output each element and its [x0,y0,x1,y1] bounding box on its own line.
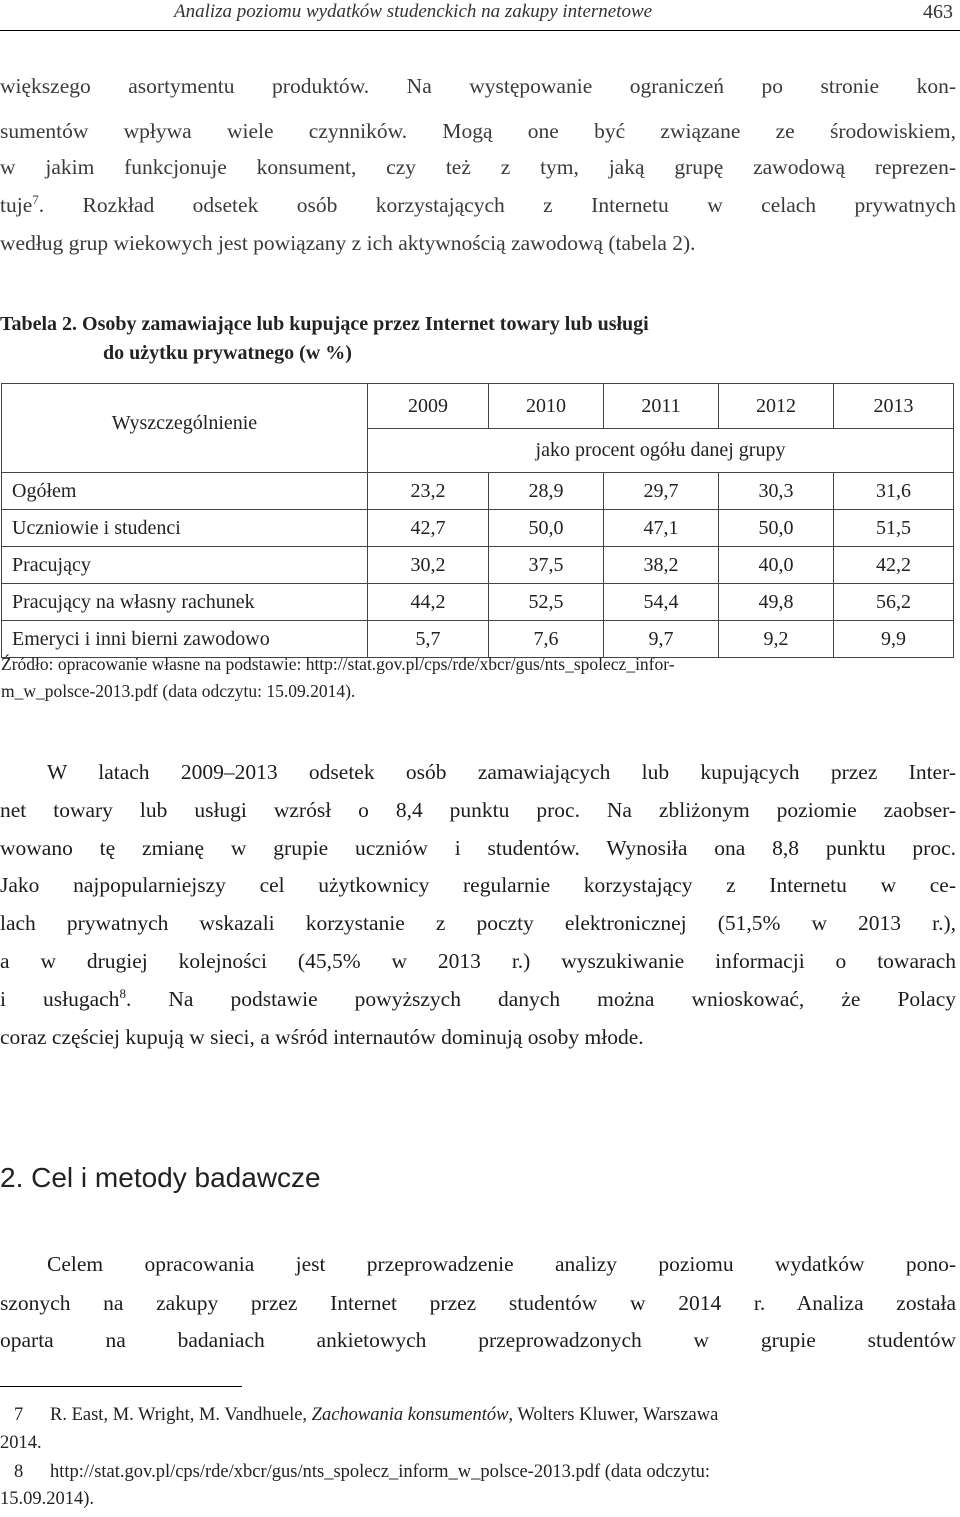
table-cell: 47,1 [604,510,719,547]
table-caption-line: do użytku prywatnego (w %) [103,342,352,364]
header-label: Wyszczególnienie [2,384,368,473]
paragraph-line: według grup wiekowych jest powiązany z ich aktywnością zawodową (tabela 2). [0,231,696,255]
paragraph-line: Celem opracowania jest przeprowadzenie analizy poziomu wydatków pono- [47,1252,956,1276]
table-cell: 50,0 [489,510,604,547]
table-row [2,510,954,547]
table-cell: 29,7 [604,473,719,510]
footnote-text: http://stat.gov.pl/cps/rde/xbcr/gus/nts_spolecz_inform_w_polsce-2013.pdf (data odczytu: [50,1462,711,1482]
table-cell: 49,8 [719,584,834,621]
running-head [0,0,960,31]
footnote-continuation: 2014. [0,1433,42,1453]
page-number: 463 [923,1,953,23]
table-cell: 30,3 [719,473,834,510]
year-header: 2013 [834,384,954,429]
data-table [1,383,954,658]
row-label: Pracujący [2,547,368,584]
table-row [2,584,954,621]
row-label: Ogółem [2,473,368,510]
table-row [2,547,954,584]
table-cell: 37,5 [489,547,604,584]
table-cell: 9,2 [719,621,834,658]
footnote-continuation: 15.09.2014). [0,1489,95,1509]
paragraph-line: net towary lub usługi wzrósł o 8,4 punktu proc. Na zbliżonym poziomie zaobser- [0,798,956,822]
source-note-line: Źródło: opracowanie własne na podstawie: http://stat.gov.pl/cps/rde/xbcr/gus/nts_spolecz_infor- [1,654,675,674]
footnote [0,1405,718,1426]
footnote-title: Zachowania konsumentów [311,1405,509,1425]
table-caption-line: Tabela 2. Osoby zamawiające lub kupujące przez Internet towary lub usługi [0,313,649,335]
table-row [2,473,954,510]
footnote-number: 8 [14,1462,24,1482]
paragraph-line: lach prywatnych wskazali korzystanie z poczty elektronicznej (51,5% w 2013 r.), [0,911,956,935]
footnote-text: , Wolters Kluwer, Warszawa [508,1405,719,1425]
table-cell: 7,6 [489,621,604,658]
paragraph-line: w jakim funkcjonuje konsument, czy też z tym, jaką grupę zawodową reprezen- [0,155,956,179]
text-run: . Rozkład odsetek osób korzystających z Internetu w celach prywatnych [38,193,956,217]
footnote-ref: 8 [119,985,126,1001]
source-note-line: m_w_polsce-2013.pdf (data odczytu: 15.09.2014). [1,681,356,701]
table-cell: 38,2 [604,547,719,584]
row-label: Uczniowie i studenci [2,510,368,547]
paragraph-line: szonych na zakupy przez Internet przez studentów w 2014 r. Analiza została [0,1291,956,1315]
text-run: tuje [0,193,33,217]
table-cell: 50,0 [719,510,834,547]
table-cell: 52,5 [489,584,604,621]
footnote-number: 7 [14,1405,24,1425]
row-label: Emeryci i inni bierni zawodowo [2,621,368,658]
table-cell: 5,7 [368,621,489,658]
running-head-title: Analiza poziomu wydatków studenckich na zakupy internetowe [174,1,653,22]
footnote-ref: 7 [32,191,39,207]
paragraph-line: większego asortymentu produktów. Na występowanie ograniczeń po stronie kon- [0,74,956,98]
table-body [2,473,954,658]
text-run: . Na podstawie powyższych danych można wnioskować, że Polacy [125,987,956,1011]
table-cell: 42,2 [834,547,954,584]
paragraph-line: Jako najpopularniejszy cel użytkownicy regularnie korzystający z Internetu w ce- [0,873,956,897]
unit-note: jako procent ogółu danej grupy [368,429,954,473]
table-cell: 31,6 [834,473,954,510]
row-label: Pracujący na własny rachunek [2,584,368,621]
year-header: 2010 [489,384,604,429]
paragraph-line: wowano tę zmianę w grupie uczniów i studentów. Wynosiła ona 8,8 punktu proc. [0,836,956,860]
paragraph-line: sumentów wpływa wiele czynników. Mogą one być związane ze środowiskiem, [0,119,956,143]
footnote-rule [0,1386,242,1387]
footnote [0,1462,710,1483]
table-cell: 54,4 [604,584,719,621]
table-cell: 56,2 [834,584,954,621]
table-cell: 9,9 [834,621,954,658]
paragraph-line: W latach 2009‒2013 odsetek osób zamawiających lub kupujących przez Inter- [47,760,956,784]
section-heading: 2. Cel i metody badawcze [0,1162,321,1193]
table-header-row [2,384,954,429]
paragraph-line: a w drugiej kolejności (45,5% w 2013 r.) wyszukiwanie informacji o towarach [0,949,956,973]
table-cell: 28,9 [489,473,604,510]
year-header: 2009 [368,384,489,429]
table-cell: 51,5 [834,510,954,547]
text-run: i usługach [0,987,120,1011]
paragraph-line: oparta na badaniach ankietowych przeprowadzonych w grupie studentów [0,1328,956,1352]
table-cell: 40,0 [719,547,834,584]
table-cell: 23,2 [368,473,489,510]
year-header: 2012 [719,384,834,429]
table-cell: 30,2 [368,547,489,584]
table-cell: 9,7 [604,621,719,658]
footnote-text: R. East, M. Wright, M. Vandhuele, [50,1405,312,1425]
year-header: 2011 [604,384,719,429]
table-cell: 42,7 [368,510,489,547]
paragraph-line [0,193,956,218]
paragraph-line: coraz częściej kupują w sieci, a wśród internautów dominują osoby młode. [0,1025,644,1049]
table-cell: 44,2 [368,584,489,621]
table-row [2,621,954,658]
paragraph-line [0,987,956,1012]
